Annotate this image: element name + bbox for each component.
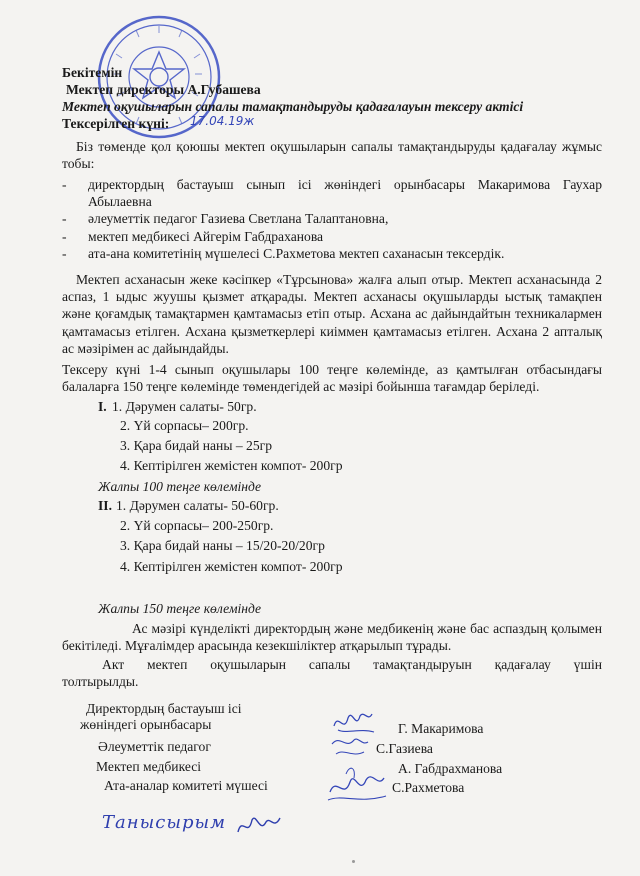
signature-role: Әлеуметтік педагог — [98, 739, 211, 754]
check-date-label: Тексерілген күні: — [62, 116, 170, 131]
menu-one-item: 2. Үй сорпасы– 200гр. — [120, 418, 249, 433]
menu-two-item: 4. Кептірілген жемістен компот- 200гр — [120, 559, 343, 574]
approve-label: Бекітемін — [62, 65, 123, 80]
menu-one-label: I. — [98, 399, 107, 414]
signature-name: С.Рахметова — [392, 780, 465, 795]
signature-role: Директордың бастауыш ісі — [86, 701, 242, 716]
intro-paragraph: Біз төменде қол қоюшы мектеп оқушыларын сапалы тамақтандыруды қадағалау жұмыс тобы: — [62, 139, 602, 172]
handwritten-signatures-icon — [326, 704, 396, 814]
signature-role: Мектеп медбикесі — [96, 759, 202, 774]
menu-two-item: 3. Қара бидай наны – 15/20-20/20гр — [120, 538, 325, 553]
handwritten-initials-icon — [234, 808, 284, 840]
check-date-handwritten: 17.04.19ж — [190, 114, 255, 128]
closing-paragraph-one: Ас мәзірі күнделікті директордың және медбикенің және бас аспаздың қолымен бекітіледі. Мұғалімдер арасында кезекшіліктер атқарылып тұрады. — [62, 621, 602, 654]
signature-role: жөніндегі орынбасары — [80, 717, 212, 732]
director-title: Мектеп директоры А.Губашева — [66, 82, 261, 97]
menu-two-item: 2. Үй сорпасы– 200-250гр. — [120, 518, 274, 533]
menu-one-item: 1. Дәрумен салаты- 50гр. — [112, 399, 257, 414]
closing-paragraph-two: Акт мектеп оқушыларын сапалы тамақтандыруын қадағалау үшін толтырылды. — [62, 657, 602, 690]
list-item: - ата-ана комитетінің мүшелесі С.Рахметова мектеп саханасын тексердік. — [62, 245, 602, 262]
menu-one-item: 3. Қара бидай наны – 25гр — [120, 438, 273, 453]
menu-one-item: 4. Кептірілген жемістен компот- 200гр — [120, 458, 343, 473]
list-item: - мектеп медбикесі Айгерім Габдраханова — [62, 228, 602, 245]
members-list — [62, 176, 602, 262]
inspection-paragraph: Тексеру күні 1-4 сынып оқушылары 100 теңге көлемінде, аз қамтылған отбасындағы балаларға 150 теңге көлемінде төмендегідей ас мәзірі бойынша тағамдар беріледі. — [62, 362, 602, 395]
signature-name: Г. Макаримова — [398, 721, 484, 736]
menu-one-total: Жалпы 100 теңге көлемінде — [98, 479, 262, 494]
menu-two-label: II. — [98, 498, 112, 513]
list-item: - директордың бастауыш сынып ісі жөніндегі орынбасары Макаримова Гаухар Абылаевна — [62, 176, 602, 210]
signature-role: Ата-аналар комитеті мүшесі — [104, 778, 268, 793]
list-item: - әлеуметтік педагог Газиева Светлана Талаптановна, — [62, 210, 602, 227]
menu-two-item: 1. Дәрумен салаты- 50-60гр. — [116, 498, 279, 513]
act-title: Мектеп оқушыларын сапалы тамақтандыруды қадағалауын тексеру актісі — [62, 99, 524, 114]
signature-name: С.Газиева — [376, 741, 433, 756]
body-paragraph: Мектеп асханасын жеке кәсіпкер «Тұрсынова» жалға алып отыр. Мектеп асханасында 2 аспаз, 1 ыдыс жуушы қызмет атқарады. Мектеп асханасы оқушыларды ыстық тамақпен және қоғамдық тамақтармен қамтамасыз етіп отыр. Асхана ас дайындайтын техникалармен қамтамасыз етілген. Асхана қызметкерлері киіммен қамтамасыз етілген. Асхана 2 апталық ас мәзірімен ас дайындайды. — [62, 272, 602, 356]
menu-two-total: Жалпы 150 теңге көлемінде — [98, 601, 262, 616]
page-mark — [352, 860, 355, 863]
signature-name: А. Габдрахманова — [398, 761, 503, 776]
handwritten-footer: Танысырым — [102, 812, 227, 833]
